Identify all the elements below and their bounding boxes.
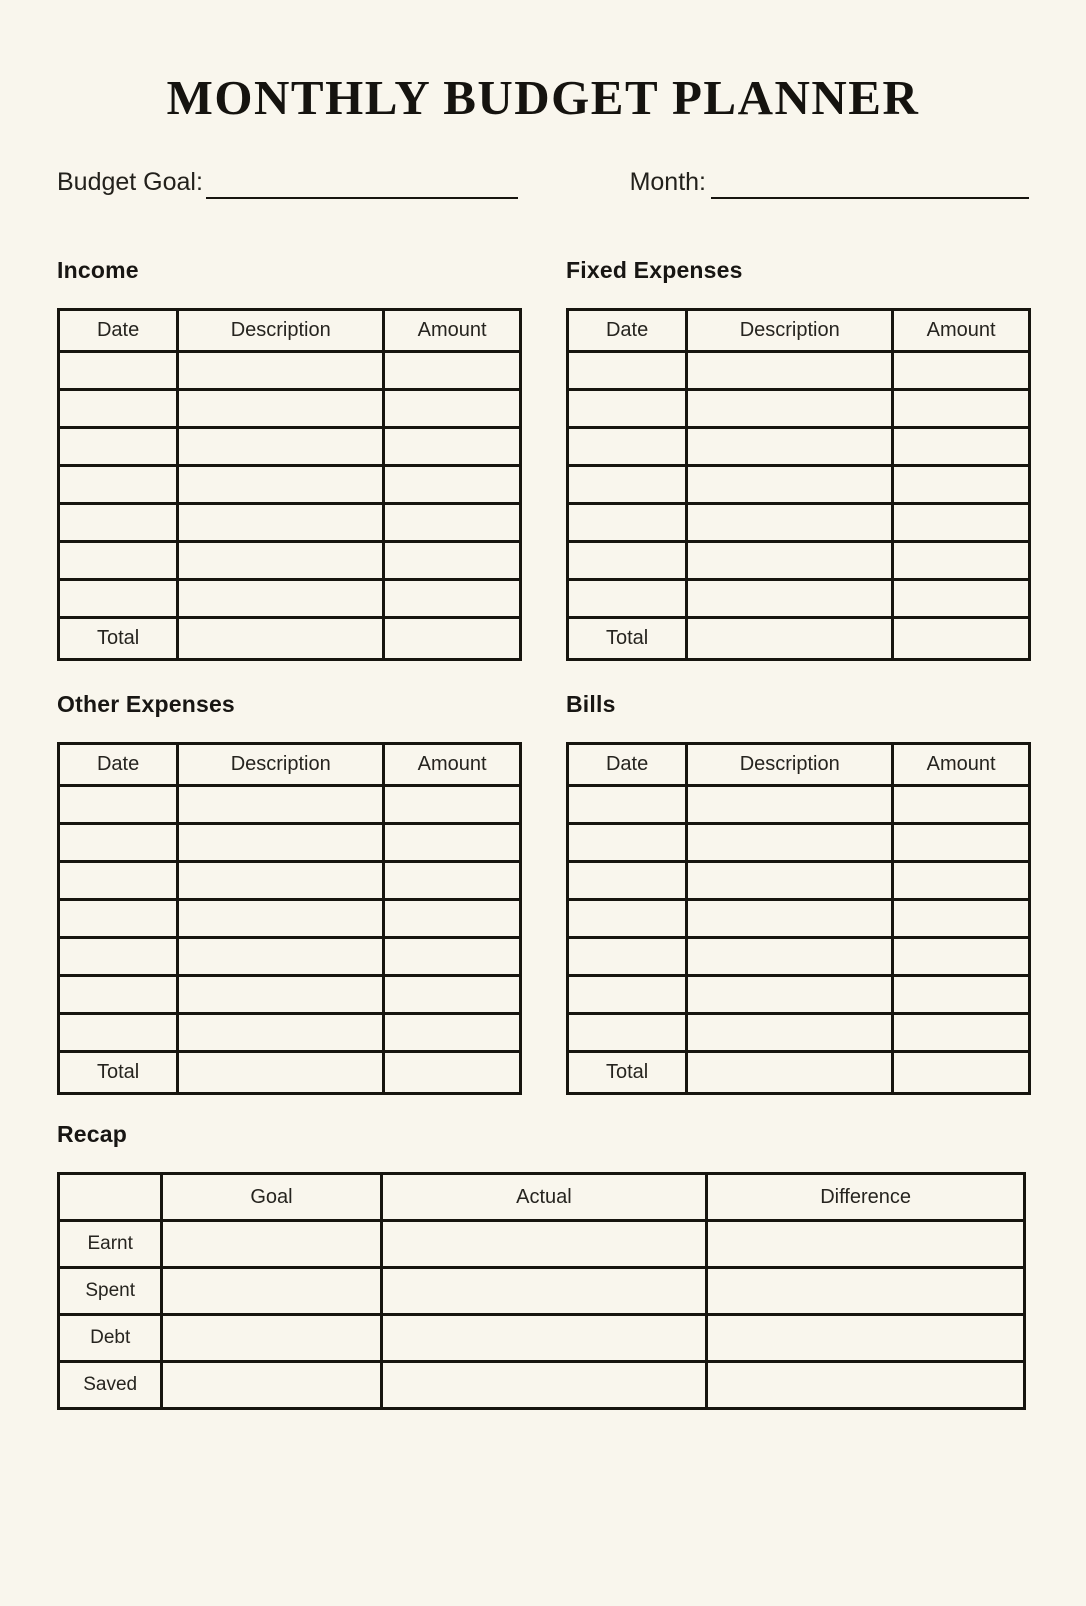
section-fixed-expenses: [566, 257, 1031, 661]
fixed-expenses-title: Fixed Expenses: [566, 257, 743, 284]
recap-earnt-actual-cell: [381, 1221, 707, 1268]
income-rows: [59, 352, 521, 618]
other-expenses-col-date: Date: [59, 744, 178, 786]
recap-saved-difference-cell: [707, 1362, 1025, 1409]
empty-row: [59, 900, 521, 938]
income-col-description: Description: [178, 310, 384, 352]
empty-cell: [893, 504, 1030, 542]
empty-cell: [893, 352, 1030, 390]
empty-cell: [893, 976, 1030, 1014]
empty-row: [568, 428, 1030, 466]
empty-cell: [384, 938, 521, 976]
empty-cell: [384, 580, 521, 618]
empty-cell: [384, 862, 521, 900]
empty-cell: [568, 900, 687, 938]
recap-row-spent: [59, 1268, 1025, 1315]
recap-debt-goal-cell: [162, 1315, 381, 1362]
recap-row-debt: [59, 1315, 1025, 1362]
empty-row: [568, 938, 1030, 976]
bills-total-description-cell: [687, 1052, 893, 1094]
empty-cell: [687, 900, 893, 938]
recap-col-goal: Goal: [162, 1174, 381, 1221]
empty-cell: [178, 542, 384, 580]
empty-row: [568, 862, 1030, 900]
header-fields: [57, 168, 1029, 197]
empty-row: [568, 976, 1030, 1014]
recap-label-debt: Debt: [59, 1315, 162, 1362]
empty-cell: [59, 504, 178, 542]
recap-debt-actual-cell: [381, 1315, 707, 1362]
empty-cell: [568, 352, 687, 390]
empty-row: [568, 352, 1030, 390]
empty-cell: [384, 786, 521, 824]
empty-row: [59, 390, 521, 428]
empty-cell: [687, 504, 893, 542]
empty-cell: [568, 976, 687, 1014]
empty-cell: [178, 466, 384, 504]
empty-cell: [687, 428, 893, 466]
fixed-expenses-col-date: Date: [568, 310, 687, 352]
budget-goal-field: [57, 168, 518, 197]
income-total-description-cell: [178, 618, 384, 660]
empty-cell: [568, 542, 687, 580]
planner-page: [0, 70, 1086, 1606]
empty-row: [568, 580, 1030, 618]
income-total-amount-cell: [384, 618, 521, 660]
empty-cell: [59, 428, 178, 466]
bills-col-date: Date: [568, 744, 687, 786]
empty-cell: [59, 466, 178, 504]
empty-cell: [687, 824, 893, 862]
empty-cell: [893, 390, 1030, 428]
empty-cell: [893, 786, 1030, 824]
section-recap: [57, 1121, 1029, 1410]
empty-row: [59, 938, 521, 976]
empty-cell: [59, 862, 178, 900]
empty-row: [59, 352, 521, 390]
recap-header-row: [59, 1174, 1025, 1221]
empty-cell: [893, 580, 1030, 618]
bills-rows: [568, 786, 1030, 1052]
empty-cell: [178, 352, 384, 390]
month-field: [630, 168, 1029, 197]
empty-cell: [384, 976, 521, 1014]
empty-row: [568, 900, 1030, 938]
empty-cell: [568, 938, 687, 976]
section-other-expenses: [57, 691, 522, 1095]
recap-title: Recap: [57, 1121, 128, 1148]
income-total-label: Total: [59, 618, 178, 660]
empty-cell: [384, 466, 521, 504]
recap-earnt-difference-cell: [707, 1221, 1025, 1268]
fixed-expenses-total-description-cell: [687, 618, 893, 660]
recap-label-saved: Saved: [59, 1362, 162, 1409]
other-expenses-col-description: Description: [178, 744, 384, 786]
empty-cell: [178, 824, 384, 862]
budget-goal-write-line: [206, 197, 518, 199]
bills-total-amount-cell: [893, 1052, 1030, 1094]
empty-cell: [178, 862, 384, 900]
income-col-amount: Amount: [384, 310, 521, 352]
other-expenses-total-description-cell: [178, 1052, 384, 1094]
empty-cell: [893, 862, 1030, 900]
recap-col-actual: Actual: [381, 1174, 707, 1221]
bills-total-row: [568, 1052, 1030, 1094]
other-expenses-total-label: Total: [59, 1052, 178, 1094]
empty-cell: [568, 824, 687, 862]
recap-col-difference: Difference: [707, 1174, 1025, 1221]
empty-cell: [384, 352, 521, 390]
empty-cell: [384, 1014, 521, 1052]
empty-cell: [178, 786, 384, 824]
other-expenses-rows: [59, 786, 521, 1052]
recap-table: [57, 1172, 1026, 1410]
recap-debt-difference-cell: [707, 1315, 1025, 1362]
empty-row: [59, 862, 521, 900]
fixed-expenses-table: [566, 308, 1031, 661]
recap-row-earnt: [59, 1221, 1025, 1268]
empty-row: [59, 824, 521, 862]
empty-cell: [59, 1014, 178, 1052]
recap-saved-goal-cell: [162, 1362, 381, 1409]
fixed-expenses-total-amount-cell: [893, 618, 1030, 660]
empty-cell: [687, 786, 893, 824]
empty-cell: [687, 976, 893, 1014]
empty-row: [568, 466, 1030, 504]
empty-row: [568, 390, 1030, 428]
income-total-row: [59, 618, 521, 660]
empty-cell: [568, 428, 687, 466]
empty-row: [568, 786, 1030, 824]
empty-cell: [178, 976, 384, 1014]
bills-col-description: Description: [687, 744, 893, 786]
empty-cell: [893, 542, 1030, 580]
empty-cell: [178, 428, 384, 466]
fixed-expenses-total-label: Total: [568, 618, 687, 660]
income-header-row: [59, 310, 521, 352]
recap-corner-cell: [59, 1174, 162, 1221]
empty-cell: [178, 900, 384, 938]
empty-row: [568, 824, 1030, 862]
empty-cell: [687, 352, 893, 390]
recap-spent-actual-cell: [381, 1268, 707, 1315]
empty-cell: [59, 938, 178, 976]
empty-cell: [568, 466, 687, 504]
empty-cell: [687, 580, 893, 618]
other-expenses-table: [57, 742, 522, 1095]
ledger-sections: [57, 257, 1029, 1095]
bills-table: [566, 742, 1031, 1095]
other-expenses-header-row: [59, 744, 521, 786]
recap-spent-goal-cell: [162, 1268, 381, 1315]
empty-cell: [893, 428, 1030, 466]
empty-cell: [568, 862, 687, 900]
empty-cell: [687, 1014, 893, 1052]
empty-cell: [59, 900, 178, 938]
empty-row: [568, 542, 1030, 580]
empty-cell: [893, 466, 1030, 504]
empty-cell: [59, 580, 178, 618]
empty-cell: [178, 580, 384, 618]
recap-earnt-goal-cell: [162, 1221, 381, 1268]
empty-row: [59, 428, 521, 466]
empty-cell: [687, 466, 893, 504]
empty-cell: [59, 352, 178, 390]
other-expenses-total-amount-cell: [384, 1052, 521, 1094]
empty-cell: [568, 786, 687, 824]
other-expenses-col-amount: Amount: [384, 744, 521, 786]
fixed-expenses-col-amount: Amount: [893, 310, 1030, 352]
empty-cell: [893, 824, 1030, 862]
month-write-line: [711, 197, 1029, 199]
empty-cell: [687, 862, 893, 900]
empty-cell: [384, 428, 521, 466]
empty-cell: [687, 938, 893, 976]
fixed-expenses-col-description: Description: [687, 310, 893, 352]
empty-cell: [59, 542, 178, 580]
bills-header-row: [568, 744, 1030, 786]
empty-row: [59, 976, 521, 1014]
empty-cell: [384, 900, 521, 938]
fixed-expenses-rows: [568, 352, 1030, 618]
empty-cell: [893, 900, 1030, 938]
empty-cell: [178, 938, 384, 976]
recap-label-spent: Spent: [59, 1268, 162, 1315]
empty-row: [568, 1014, 1030, 1052]
recap-row-saved: [59, 1362, 1025, 1409]
empty-cell: [893, 1014, 1030, 1052]
empty-cell: [568, 390, 687, 428]
empty-cell: [178, 1014, 384, 1052]
bills-total-label: Total: [568, 1052, 687, 1094]
section-bills: [566, 691, 1031, 1095]
income-col-date: Date: [59, 310, 178, 352]
page-title: MONTHLY BUDGET PLANNER: [166, 70, 920, 125]
empty-row: [59, 580, 521, 618]
section-income: [57, 257, 522, 661]
empty-cell: [178, 390, 384, 428]
empty-cell: [59, 976, 178, 1014]
empty-row: [59, 786, 521, 824]
recap-saved-actual-cell: [381, 1362, 707, 1409]
fixed-expenses-total-row: [568, 618, 1030, 660]
empty-row: [59, 542, 521, 580]
empty-cell: [687, 390, 893, 428]
month-label: Month:: [629, 168, 706, 197]
empty-cell: [59, 824, 178, 862]
empty-cell: [384, 824, 521, 862]
empty-cell: [178, 504, 384, 542]
income-table: [57, 308, 522, 661]
empty-cell: [568, 1014, 687, 1052]
bills-title: Bills: [566, 691, 616, 718]
empty-row: [59, 504, 521, 542]
recap-spent-difference-cell: [707, 1268, 1025, 1315]
empty-cell: [568, 504, 687, 542]
budget-goal-label: Budget Goal:: [57, 168, 203, 197]
empty-cell: [384, 390, 521, 428]
income-title: Income: [57, 257, 139, 284]
bills-col-amount: Amount: [893, 744, 1030, 786]
fixed-expenses-header-row: [568, 310, 1030, 352]
empty-row: [59, 1014, 521, 1052]
empty-cell: [59, 390, 178, 428]
empty-row: [568, 504, 1030, 542]
empty-cell: [893, 938, 1030, 976]
recap-label-earnt: Earnt: [59, 1221, 162, 1268]
empty-cell: [59, 786, 178, 824]
other-expenses-total-row: [59, 1052, 521, 1094]
empty-cell: [384, 542, 521, 580]
empty-cell: [568, 580, 687, 618]
empty-cell: [687, 542, 893, 580]
empty-row: [59, 466, 521, 504]
empty-cell: [384, 504, 521, 542]
other-expenses-title: Other Expenses: [57, 691, 235, 718]
